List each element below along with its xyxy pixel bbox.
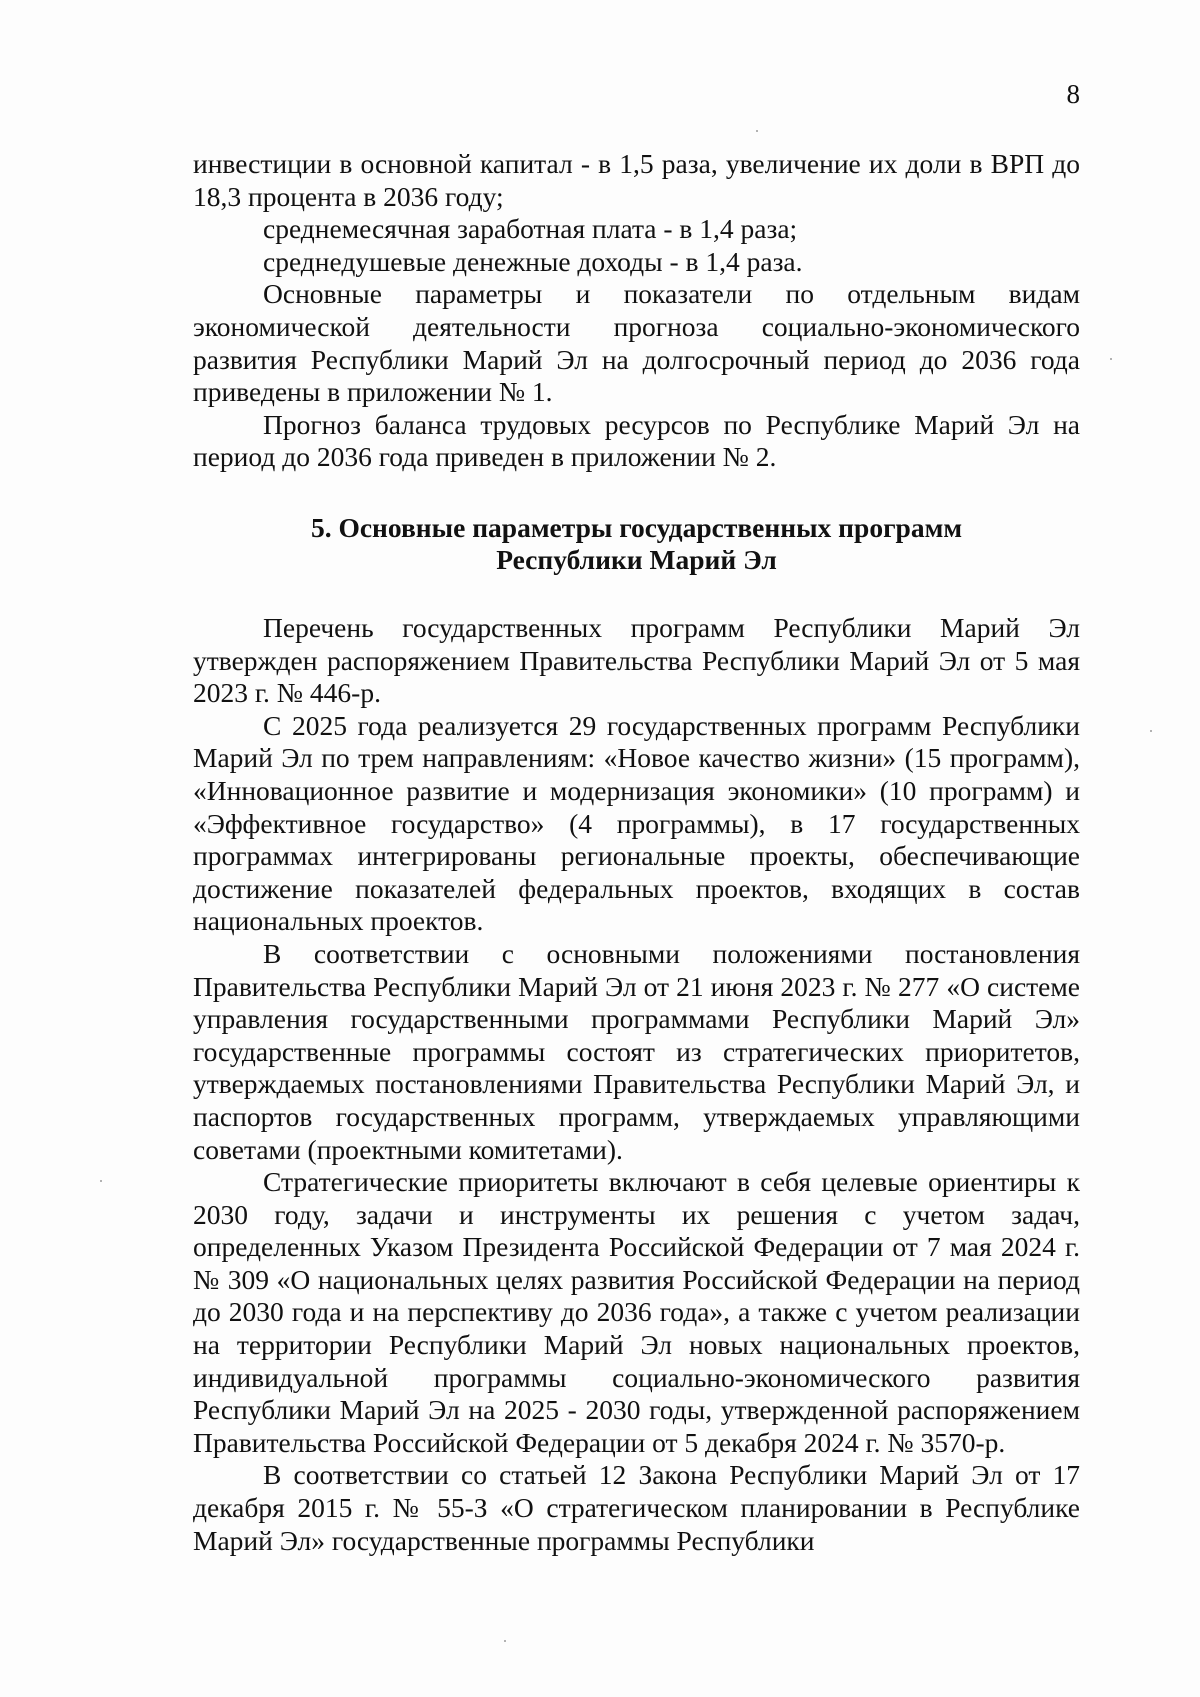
section-heading-line-1: 5. Основные параметры государственных программ: [310, 512, 963, 543]
section-body: [193, 612, 1080, 1557]
paragraph-program-directions: С 2025 года реализуется 29 государственных программ Республики Марий Эл по трем направлениям: «Новое качество жизни» (15 программ), «Инновационное развитие и модернизация экономики» (10 программ) и «Эффективное государство» (4 программы), в 17 государственных программах интегрированы региональные проекты, обеспечивающие достижение показателей федеральных проектов, входящих в состав национальных проектов.: [193, 709, 1080, 937]
scan-speck: [1150, 730, 1152, 732]
scan-speck: [504, 1640, 506, 1642]
scan-speck: [756, 130, 758, 132]
section-heading: [193, 512, 1080, 576]
paragraph-planning-law: В соответствии со статьей 12 Закона Республики Марий Эл от 17 декабря 2015 г. № 55-З «О стратегическом планировании в Республике Марий Эл» государственные программы Республики: [193, 1459, 1080, 1556]
paragraph-management-system: В соответствии с основными положениями постановления Правительства Республики Марий Эл от 21 июня 2023 г. № 277 «О системе управления государственными программами Республики Марий Эл» государственные программы состоят из стратегических приоритетов, утверждаемых постановлениями Правительства Республики Марий Эл, и паспортов государственных программ, утверждаемых управляющими советами (проектными комитетами).: [193, 937, 1080, 1165]
intro-text: [193, 148, 1080, 474]
page-number: 8: [1066, 79, 1080, 109]
scan-speck: [1110, 358, 1112, 360]
paragraph-wages: среднемесячная заработная плата - в 1,4 раза;: [263, 213, 798, 245]
paragraph-income: среднедушевые денежные доходы - в 1,4 раза.: [263, 245, 803, 277]
section-heading-line-2: Республики Марий Эл: [496, 544, 777, 575]
paragraph-strategic-priorities: Стратегические приоритеты включают в себя целевые ориентиры к 2030 году, задачи и инструменты их решения с учетом задач, определенных Указом Президента Российской Федерации от 7 мая 2024 г. № 309 «О национальных целях развития Российской Федерации на период до 2030 года и на перспективу до 2036 года», а также с учетом реализации на территории Республики Марий Эл новых национальных проектов, индивидуальной программы социально-экономического развития Республики Марий Эл на 2025 - 2030 годы, утвержденной распоряжением Правительства Российской Федерации от 5 декабря 2024 г. № 3570-р.: [193, 1166, 1080, 1458]
paragraph-main-parameters: Основные параметры и показатели по отдельным видам экономической деятельности прогноза социально-экономического развития Республики Марий Эл на долгосрочный период до 2036 года приведены в приложении № 1.: [193, 278, 1080, 408]
paragraph-labor-balance: Прогноз баланса трудовых ресурсов по Республике Марий Эл на период до 2036 года приведен в приложении № 2.: [193, 408, 1080, 473]
paragraph-program-list: Перечень государственных программ Республики Марий Эл утвержден распоряжением Правительства Республики Марий Эл от 5 мая 2023 г. № 446-р.: [193, 612, 1080, 709]
paragraph-investments: инвестиции в основной капитал - в 1,5 раза, увеличение их доли в ВРП до 18,3 процента в 2036 году;: [193, 148, 1080, 212]
scan-speck: [100, 1180, 102, 1182]
